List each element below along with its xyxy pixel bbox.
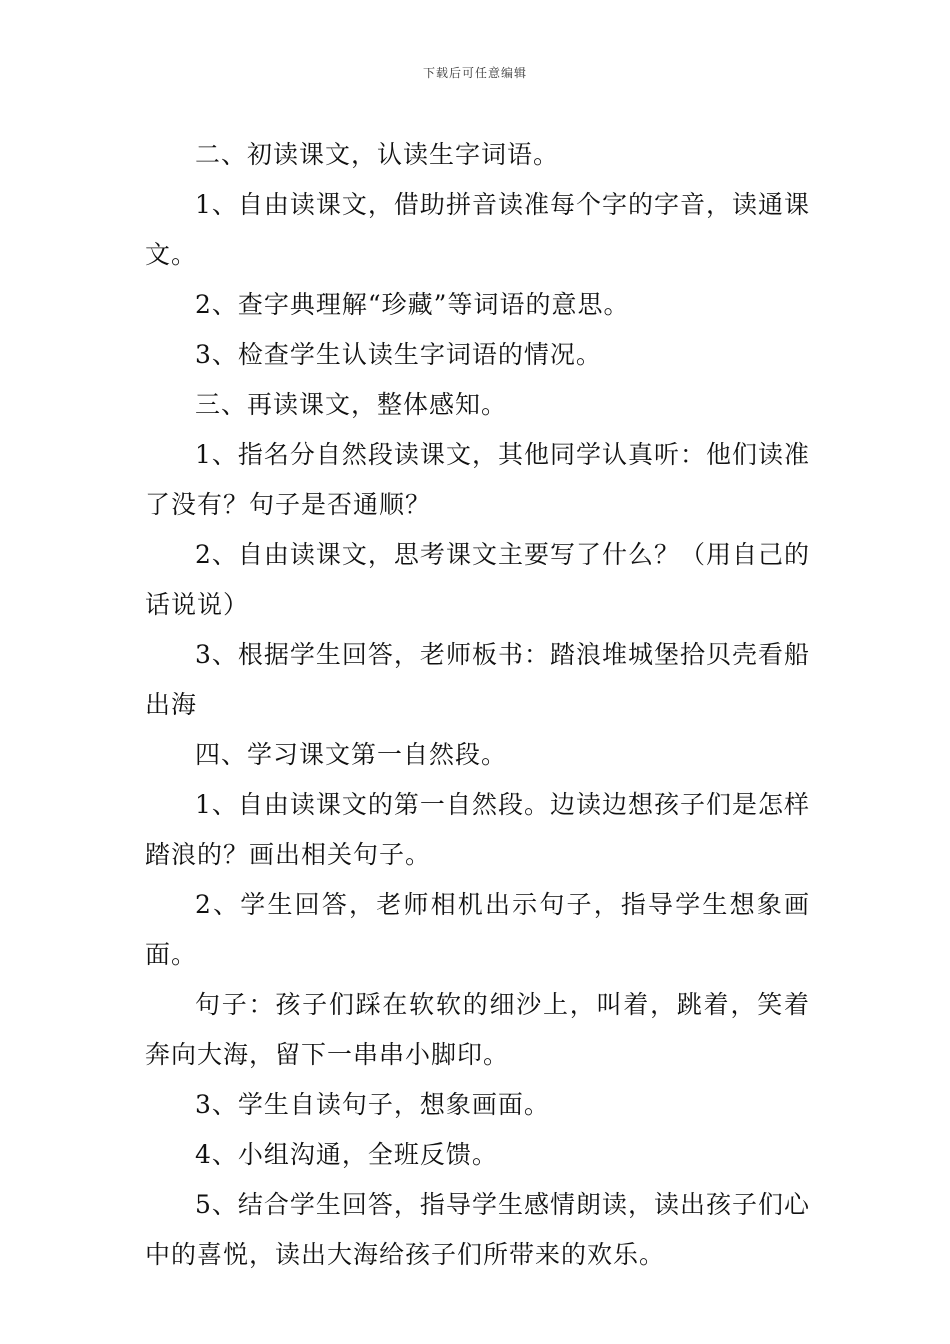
paragraph: 2、学生回答，老师相机出示句子，指导学生想象画面。 (145, 890, 810, 969)
paragraph: 1、自由读课文的第一自然段。边读边想孩子们是怎样踏浪的？画出相关句子。 (145, 790, 810, 869)
paragraph: 2、自由读课文，思考课文主要写了什么？（用自己的话说说） (145, 540, 810, 619)
paragraph: 3、检查学生认读生字词语的情况。 (195, 340, 602, 369)
paragraph: 句子：孩子们踩在软软的细沙上，叫着，跳着，笑着奔向大海，留下一串串小脚印。 (145, 990, 810, 1069)
paragraph: 3、学生自读句子，想象画面。 (195, 1090, 550, 1119)
paragraph: 三、再读课文，整体感知。 (195, 390, 508, 419)
paragraph: 3、根据学生回答，老师板书：踏浪堆城堡拾贝壳看船出海 (145, 640, 810, 719)
paragraph: 1、自由读课文，借助拼音读准每个字的字音，读通课文。 (145, 190, 810, 269)
document-body (145, 130, 810, 1280)
paragraph: 4、小组沟通，全班反馈。 (195, 1140, 498, 1169)
paragraph: 1、指名分自然段读课文，其他同学认真听：他们读准了没有？句子是否通顺？ (145, 440, 810, 519)
paragraph: 5、结合学生回答，指导学生感情朗读，读出孩子们心中的喜悦，读出大海给孩子们所带来的欢乐。 (145, 1190, 810, 1269)
paragraph: 2、查字典理解“珍藏”等词语的意思。 (195, 290, 630, 319)
paragraph: 四、学习课文第一自然段。 (195, 740, 508, 769)
paragraph: 二、初读课文，认读生字词语。 (195, 140, 560, 169)
page-header: 下载后可任意编辑 (422, 66, 527, 80)
